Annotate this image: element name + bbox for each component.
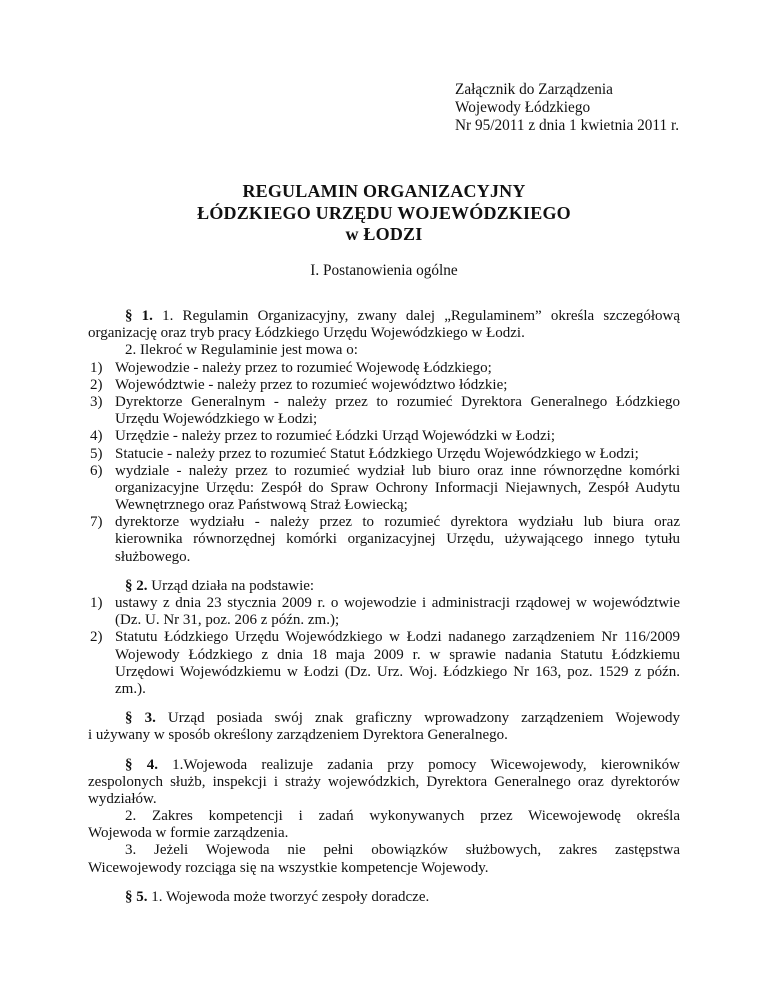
text-run: Urzędu Wojewódzkiego w Łodzi;	[115, 411, 318, 428]
text-line	[88, 612, 680, 629]
section-symbol: § 1.	[125, 308, 153, 324]
text-run: 1. Wojewoda może tworzyć zespoły doradcze.	[147, 888, 430, 905]
text-line	[88, 446, 680, 463]
text-line	[88, 463, 680, 480]
text-run: organizację oraz tryb pracy Łódzkiego Urzędu Wojewódzkiego w Łodzi.	[88, 325, 525, 342]
text-line	[88, 394, 680, 411]
text-line	[88, 531, 680, 548]
list-marker: 3)	[90, 393, 103, 410]
title-line: w ŁODZI	[345, 224, 423, 244]
text-line	[88, 664, 680, 681]
text-run: zm.).	[115, 680, 146, 697]
text-line	[88, 578, 680, 595]
text-run: Statucie - należy przez to rozumieć Statut Łódzkiego Urzędu Wojewódzkiego w Łodzi;	[115, 445, 639, 462]
text-run: Urząd działa na podstawie:	[147, 577, 315, 594]
title-line: ŁÓDZKIEGO URZĘDU WOJEWÓDZKIEGO	[197, 202, 571, 223]
section-symbol: § 3.	[125, 710, 156, 727]
section-symbol: § 2.	[125, 577, 148, 594]
text-line	[88, 647, 680, 664]
text-run: dyrektorze wydziału - należy przez to rozumieć dyrektora wydziału lub biura oraz	[115, 514, 680, 531]
text-line	[88, 595, 680, 612]
text-line	[88, 757, 680, 774]
text-run: Wicewojewody rozciąga się na wszystkie kompetencje Wojewody.	[88, 859, 489, 876]
list-marker: 2)	[90, 376, 103, 393]
document-body	[88, 308, 680, 906]
text-run: Statutu Łódzkiego Urzędu Wojewódzkiego w Łodzi nadanego zarządzeniem Nr 116/2009	[115, 629, 680, 646]
annex-line: Załącznik do Zarządzenia	[455, 81, 613, 98]
text-run: Wojewody Łódzkiego z dnia 18 maja 2009 r. w sprawie nadania Statutu Łódzkiemu	[115, 646, 680, 663]
text-run: i używany w sposób określony zarządzeniem Dyrektora Generalnego.	[88, 727, 508, 744]
text-run: zespolonych służb, inspekcji i straży wojewódzkich, Dyrektora Generalnego oraz dyrektorów	[88, 773, 680, 790]
text-line	[88, 889, 680, 906]
text-run: 3. Jeżeli Wojewoda nie pełni obowiązków służbowych, zakres zastępstwa	[125, 842, 680, 859]
list-marker: 1)	[90, 595, 103, 611]
list-marker: 2)	[90, 629, 103, 646]
section-heading: I. Postanowienia ogólne	[310, 262, 458, 279]
document-title	[88, 181, 680, 246]
text-line	[88, 377, 680, 394]
text-line	[88, 549, 680, 566]
text-run: (Dz. U. Nr 31, poz. 206 z późn. zm.);	[115, 612, 340, 629]
text-run: 1.Wojewoda realizuje zadania przy pomocy Wicewojewody, kierowników	[157, 756, 680, 773]
text-line	[88, 808, 680, 825]
text-run: Urzędowi Wojewódzkiemu w Łodzi (Dz. Urz. Woj. Łódzkiego Nr 163, poz. 1529 z późn.	[115, 663, 680, 680]
text-line	[88, 791, 680, 808]
text-line	[88, 774, 680, 791]
list-marker: 5)	[90, 445, 103, 462]
text-run: Urząd posiada swój znak graficzny wprowadzony zarządzeniem Wojewody	[155, 710, 680, 727]
text-run: Wojewodzie - należy przez to rozumieć Wojewodę Łódzkiego;	[115, 359, 492, 376]
section-symbol: § 4.	[125, 756, 158, 773]
list-marker: 6)	[90, 462, 103, 479]
text-line	[88, 842, 680, 859]
title-line: REGULAMIN ORGANIZACYJNY	[242, 181, 526, 201]
text-line	[88, 480, 680, 497]
list-marker: 7)	[90, 514, 103, 531]
text-line	[88, 514, 680, 531]
text-run: organizacyjne Urzędu: Zespół do Spraw Ochrony Informacji Niejawnych, Zespół Audytu	[115, 479, 680, 496]
text-line	[88, 825, 680, 842]
text-line	[88, 342, 680, 359]
list-marker: 1)	[90, 359, 103, 376]
text-line	[88, 497, 680, 514]
text-line	[88, 308, 680, 325]
text-run: wydziałów.	[88, 790, 157, 807]
text-run: 1. Regulamin Organizacyjny, zwany dalej „Regulaminem” określa szczegółową	[152, 308, 680, 324]
text-line	[88, 629, 680, 646]
text-line	[88, 710, 680, 727]
annex-block	[455, 81, 679, 134]
text-line	[88, 860, 680, 877]
text-run: 2. Ilekroć w Regulaminie jest mowa o:	[125, 342, 358, 359]
text-line	[88, 360, 680, 377]
text-run: 2. Zakres kompetencji i zadań wykonywanych przez Wicewojewodę określa	[125, 808, 680, 825]
text-line	[88, 428, 680, 445]
annex-line: Nr 95/2011 z dnia 1 kwietnia 2011 r.	[455, 116, 680, 134]
text-line	[88, 411, 680, 428]
text-line	[88, 681, 680, 698]
section-symbol: § 5.	[125, 888, 148, 905]
text-run: Dyrektorze Generalnym - należy przez to rozumieć Dyrektora Generalnego Łódzkiego	[115, 393, 680, 410]
text-run: służbowego.	[115, 548, 191, 565]
text-run: kierownika równorzędnej komórki organizacyjnej Urzędu, używającego innego tytułu	[115, 531, 680, 548]
text-run: Wojewoda w formie zarządzenia.	[88, 825, 289, 842]
text-run: wydziale - należy przez to rozumieć wydział lub biuro oraz inne równorzędne komórki	[115, 462, 680, 479]
text-run: ustawy z dnia 23 stycznia 2009 r. o wojewodzie i administracji rządowej w województwie	[115, 595, 680, 611]
text-run: Urzędzie - należy przez to rozumieć Łódzki Urząd Wojewódzki w Łodzi;	[115, 428, 555, 445]
text-line	[88, 325, 680, 342]
annex-line: Wojewody Łódzkiego	[455, 98, 591, 116]
text-run: Województwie - należy przez to rozumieć województwo łódzkie;	[115, 376, 508, 393]
list-marker: 4)	[90, 428, 103, 445]
text-line	[88, 727, 680, 744]
text-run: Wewnętrznego oraz Państwową Straż Łowiecką;	[115, 497, 408, 514]
